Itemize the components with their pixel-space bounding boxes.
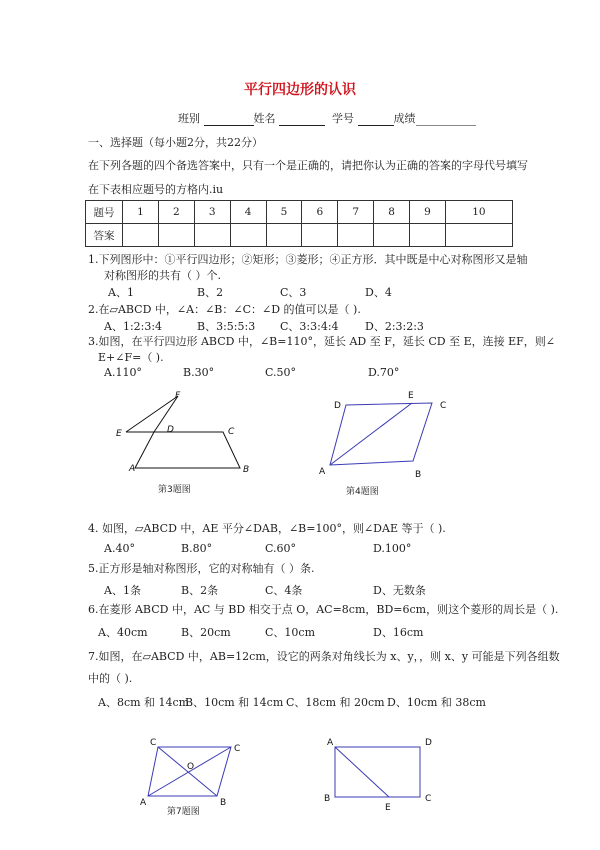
option[interactable]: D、2:3:2:3	[365, 320, 424, 333]
table-cell: 6	[302, 201, 338, 224]
answer-cell[interactable]	[266, 224, 302, 247]
option[interactable]: D.70°	[368, 366, 400, 379]
answer-cell[interactable]	[302, 224, 338, 247]
option[interactable]: B、10cm 和 14cm	[185, 696, 284, 709]
option[interactable]: B、3:5:5:3	[197, 320, 256, 333]
table-cell: 答案	[86, 224, 123, 247]
option[interactable]: D、16cm	[373, 626, 424, 639]
answer-cell[interactable]	[445, 224, 512, 247]
table-cell: 4	[230, 201, 266, 224]
answer-cell[interactable]	[338, 224, 374, 247]
table-cell: 3	[194, 201, 230, 224]
figure-4-caption: 第4题图	[346, 487, 379, 497]
name-label: 姓名	[253, 112, 276, 125]
answer-cell[interactable]	[374, 224, 410, 247]
q7-text-line1: 7.如图，在▱ABCD 中，AB=12cm，设它的两条对角线长为 x、y，，则 x、y 可能是下列各组数	[88, 650, 560, 663]
segment-ae	[335, 747, 389, 797]
class-label: 班别	[178, 112, 200, 125]
point-label: E	[408, 391, 414, 401]
table-cell: 10	[445, 201, 512, 224]
q5-text: 5.正方形是轴对称图形，它的对称轴有（ ）条.	[88, 562, 315, 575]
name-blank[interactable]	[279, 113, 325, 126]
figure-8	[318, 735, 438, 815]
table-cell: 8	[374, 201, 410, 224]
point-label: B	[220, 798, 227, 808]
option[interactable]: D、10cm 和 38cm	[387, 696, 486, 709]
point-label: C	[234, 744, 241, 754]
point-label: F	[175, 391, 181, 401]
point-label: D	[425, 738, 432, 748]
question-number-row	[86, 201, 513, 224]
point-label: D	[167, 425, 174, 435]
parallelogram-abcd	[330, 403, 432, 465]
class-blank[interactable]	[204, 113, 254, 126]
option[interactable]: D、4	[365, 286, 392, 299]
point-label: A	[140, 798, 147, 808]
q2-text: 2.在▱ABCD 中，∠A：∠B：∠C：∠D 的值可以是（ ).	[88, 303, 361, 316]
q3-text-line2: E+∠F=（ ).	[98, 351, 164, 364]
option[interactable]: A、1条	[104, 584, 141, 597]
page-title: 平行四边形的认识	[244, 82, 356, 98]
option[interactable]: C.50°	[265, 366, 297, 379]
point-label: C	[228, 427, 235, 437]
q6-text: 6.在菱形 ABCD 中，AC 与 BD 相交于点 O，AC=8cm，BD=6cm，则这个菱形的周长是（ ).	[88, 603, 559, 616]
answer-cell[interactable]	[194, 224, 230, 247]
q3-text-line1: 3.如图，在平行四边形 ABCD 中，∠B=110°，延长 AD 至 F，延长 CD 至 E，连接 EF，则∠	[88, 335, 555, 348]
answer-cell[interactable]	[123, 224, 159, 247]
point-label: A	[129, 464, 136, 474]
option[interactable]: A、40cm	[98, 626, 148, 639]
option[interactable]: C、4条	[265, 584, 303, 597]
option[interactable]: A.110°	[104, 366, 142, 379]
figure-3-caption: 第3题图	[158, 485, 191, 495]
table-cell: 7	[338, 201, 374, 224]
point-label: C	[150, 738, 157, 748]
student-info-line	[178, 110, 476, 126]
option[interactable]: B、20cm	[181, 626, 231, 639]
q1-text-line2: 对称图形的共有（ ）个.	[104, 269, 221, 282]
option[interactable]: B、2	[197, 286, 224, 299]
point-label: B	[415, 470, 422, 480]
answer-row	[86, 224, 513, 247]
id-blank[interactable]	[358, 113, 394, 126]
point-label: C	[425, 794, 432, 804]
rectangle-abcd	[335, 747, 420, 797]
option[interactable]: C、3	[280, 286, 307, 299]
id-label: 学号	[332, 112, 354, 125]
q4-text: 4. 如图，▱ABCD 中，AE 平分∠DAB，∠B=100°，则∠DAE 等于（ ).	[88, 522, 446, 535]
point-label: D	[334, 401, 341, 411]
option[interactable]: C.60°	[265, 542, 297, 555]
point-label: A	[327, 738, 334, 748]
answer-table	[85, 200, 513, 247]
option[interactable]: A.40°	[104, 542, 135, 555]
option[interactable]: D.100°	[373, 542, 412, 555]
bisector-ae	[330, 403, 412, 465]
table-cell: 5	[266, 201, 302, 224]
table-cell: 题号	[86, 201, 123, 224]
point-label: B	[324, 794, 331, 804]
figure-7	[138, 735, 268, 820]
point-label: B	[243, 465, 250, 475]
point-label: A	[319, 467, 326, 477]
table-cell: 2	[158, 201, 194, 224]
option[interactable]: A、8cm 和 14cm	[98, 696, 190, 709]
q1-text-line1: 1.下列图形中：①平行四边形；②矩形；③菱形；④正方形．其中既是中心对称图形又是轴	[88, 253, 528, 266]
answer-cell[interactable]	[158, 224, 194, 247]
score-label: 成绩	[393, 112, 416, 125]
option[interactable]: B.30°	[183, 366, 215, 379]
instructions-line2: 在下表相应题号的方格内.iu	[88, 183, 224, 196]
figure-7-caption: 第7题图	[167, 807, 200, 817]
figure-4	[318, 393, 448, 488]
instructions-line1: 在下列各题的四个备选答案中，只有一个是正确的，请把你认为正确的答案的字母代号填写	[88, 159, 528, 172]
table-cell: 9	[410, 201, 446, 224]
extension-df	[154, 396, 178, 432]
option[interactable]: D、无数条	[373, 584, 426, 597]
section-heading: 一、选择题（每小题2分，共22分）	[88, 136, 263, 149]
answer-cell[interactable]	[230, 224, 266, 247]
option[interactable]: B.80°	[181, 542, 213, 555]
point-label: E	[385, 803, 391, 813]
point-label: C	[440, 401, 447, 411]
option[interactable]: C、18cm 和 20cm	[286, 696, 385, 709]
option[interactable]: B、2条	[181, 584, 219, 597]
option[interactable]: C、10cm	[265, 626, 316, 639]
point-label: E	[116, 429, 122, 439]
q7-text-line2: 中的（ ).	[88, 672, 133, 685]
option[interactable]: C、3:3:4:4	[280, 320, 339, 333]
option[interactable]: A、1:2:3:4	[104, 320, 163, 333]
answer-cell[interactable]	[410, 224, 446, 247]
parallelogram-abcd	[135, 432, 240, 468]
table-cell: 1	[123, 201, 159, 224]
score-blank[interactable]	[416, 113, 476, 126]
option[interactable]: A、1	[108, 286, 134, 299]
point-label: O	[187, 762, 195, 772]
